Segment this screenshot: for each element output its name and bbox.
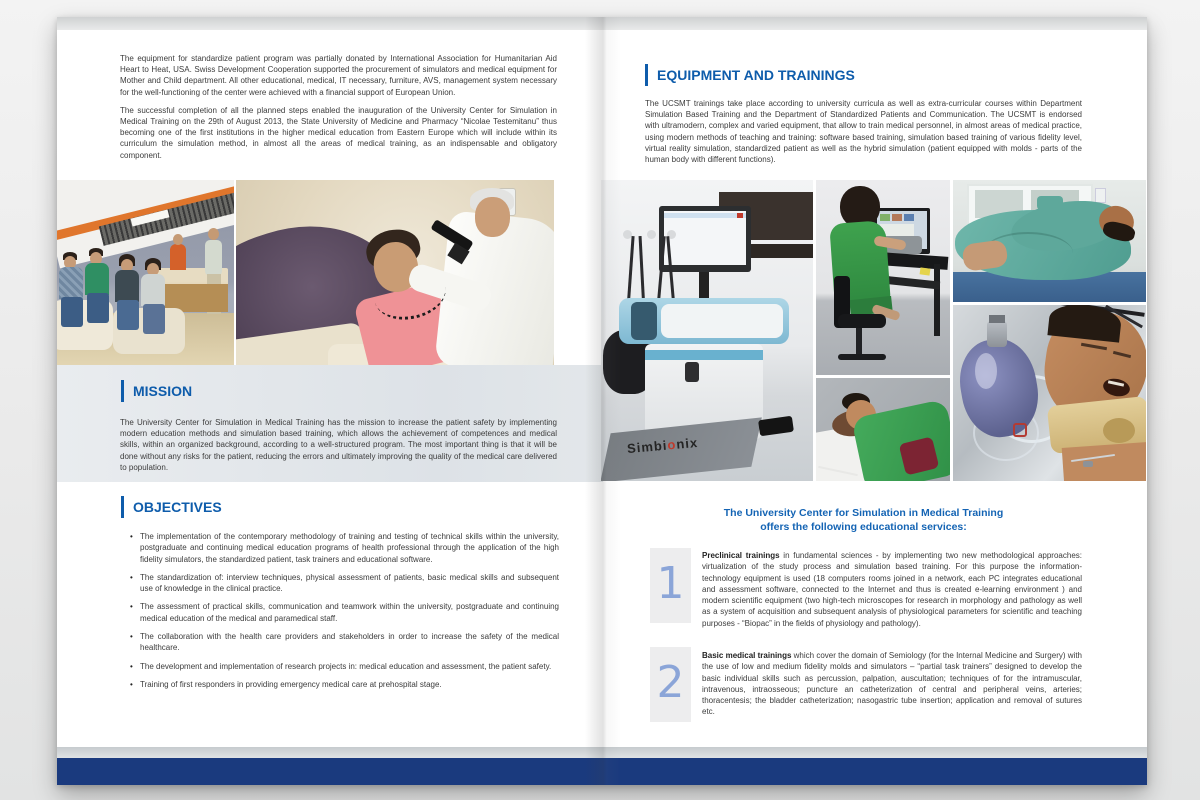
standing-person-head xyxy=(208,228,219,240)
seated-person xyxy=(141,274,165,306)
screen-header xyxy=(664,213,746,218)
simulator-panel xyxy=(661,304,783,338)
right-page-photo-collage xyxy=(601,180,1146,481)
equipment-body xyxy=(645,98,1082,172)
intro-paragraphs xyxy=(120,53,557,168)
red-valve-detail xyxy=(1013,423,1027,437)
brochure-spread xyxy=(57,17,1147,785)
mission-heading: MISSION xyxy=(121,380,192,402)
wall-shelf xyxy=(751,244,813,258)
equipment-heading: EQUIPMENT AND TRAININGS xyxy=(645,64,855,86)
doctor-head xyxy=(475,197,510,237)
objective-item: • Training of first responders in providing emergency medical care at prehospital stage. xyxy=(129,679,559,690)
chair-pole xyxy=(856,328,862,356)
brand-text-pre: Simbi xyxy=(626,437,669,457)
service-item-2 xyxy=(702,650,1082,718)
seated-person-legs xyxy=(87,293,109,323)
endoscope-head xyxy=(647,230,656,239)
service-1-body: in fundamental sciences - by implementing two new methodological approaches: virtualization of the study process and simulation based training. For this purpose the information-technology equipment is used (18 computers rooms joined in a network, each PC integrates educational and assessment software, connected to the Internet and thus is created e-learning environment ) and modern scientific equipment (two high-tech microscopes for research in morphology and pathology as well as a system of acquisition and subsequent analysis of physiological parameters for scientific and teaching purposes - “Biopac” in the fields of physiology and pathology). xyxy=(702,551,1082,628)
standing-person xyxy=(205,240,222,276)
screen-thumbnail xyxy=(904,214,914,221)
objectives-list xyxy=(129,531,559,697)
screen-logo xyxy=(737,213,743,218)
objectives-heading: OBJECTIVES xyxy=(121,496,222,518)
seated-person xyxy=(115,270,139,302)
intro-paragraph-1: The equipment for standardize patient program was partially donated by International Association for Humanitarian Aid Heart to Heat, USA. Swiss Development Cooperation supported the procurement of simulators and medical equipment for Mother and Child department. All other educational, medical, IT necessary, furniture, AVS, management system necessary for the well-functioning of the center were achieved with a financial support of European Union. xyxy=(120,54,557,97)
intro-paragraph-2: The successful completion of all the planned steps enabled the inauguration of the University Center for Simulation in Medical Training on the 29th of August 2013, the State University of Medicine and Pharmacy “Nicolae Testemitanu” thus becoming one of the first institutions in the higher medical education from Eastern Europe which will include within its curriculum the simulation method, in almost all the areas of medical training, as an indispensable and obligatory component. xyxy=(120,105,557,160)
objective-item: • The standardization of: interview techniques, physical assessment of patients, basic medical skills and subsequent use of knowledge in the clinical practice. xyxy=(129,572,559,595)
screen-thumbnail xyxy=(880,214,890,221)
footer-navy-bar xyxy=(57,758,1147,785)
footer-gray-strip xyxy=(57,747,1147,758)
service-2-lead: Basic medical trainings xyxy=(702,651,792,660)
service-2-body: which cover the domain of Semiology (for the Internal Medicine and Surgery) with the use of low and medium fidelity molds and simulators – “partial task trainers” designed to develop the basic individual skills such as percussion, palpation, auscultation; techniques of for the intramuscular, intravenous, intraosseous; puncture an catheterization of central and peripheral veins, arteries; thoracentesis; the bladder catheterization; nasogastric tube insertion; application and removal of sutures etc. xyxy=(702,651,1082,717)
photo-trainee-workstation xyxy=(816,180,950,375)
seated-person xyxy=(85,263,109,295)
cart-blue-stripe xyxy=(645,350,763,360)
seated-person xyxy=(59,267,83,299)
brand-red-o: o xyxy=(666,436,677,453)
services-heading xyxy=(645,506,1082,534)
photo-eye-examination xyxy=(236,180,554,365)
sticky-note xyxy=(920,267,931,275)
cart-socket xyxy=(685,362,699,382)
monitor-screen xyxy=(664,211,746,265)
mission-body xyxy=(120,417,557,480)
receptionist-head xyxy=(173,234,183,245)
bottle xyxy=(1095,188,1106,203)
seated-person-legs xyxy=(117,300,139,330)
objective-item: • The implementation of the contemporary methodology of training and testing of technical skills within the university, postgraduate and continuing medical education programs of health professional through the application of the high fidelity simulators, the standardized patient, task trainers and educational software. xyxy=(129,531,559,565)
valve-cap xyxy=(989,315,1005,323)
photo-mannequin-surgical-drape xyxy=(953,180,1146,302)
objective-item: • The development and implementation of research projects in: medical education and assessment, the patient safety. xyxy=(129,661,559,672)
bag-valve xyxy=(987,321,1007,347)
receptionist xyxy=(170,244,186,270)
left-page-photos xyxy=(57,180,554,365)
mission-paragraph: The University Center for Simulation in Medical Training has the mission to increase the patient safety by implementing modern education methods and simulation based training, which allows the achievement of competences and medical skills, within an organized background, according to a well-structured program. The most important thing is that it will be done without any risks for the patient, reducing the errors and ultimately improving the quality of the medical care delivered to population. xyxy=(120,418,557,472)
services-heading-line2: offers the following educational services: xyxy=(760,521,967,533)
chair-base xyxy=(838,354,886,360)
page-top-shading xyxy=(57,17,1147,30)
brand-text-post: nix xyxy=(675,434,699,452)
ecg-electrode xyxy=(1083,461,1093,467)
service-1-lead: Preclinical trainings xyxy=(702,551,780,560)
simulator-dark-module xyxy=(631,302,657,340)
photo-waiting-room xyxy=(57,180,234,365)
seated-person-legs xyxy=(61,297,83,327)
photo-mannequin-green-gown xyxy=(816,378,950,481)
equipment-paragraph: The UCSMT trainings take place according to university curricula as well as extra-curricular courses within Department Simulation Based Training and the Department of Standardized Patients and Communication. The UCSMT is endorsed with ultramodern, complex and varied equipment, that allow to train medical personnel, in almost areas of medical practice, using modern methods of teaching and training: software based training, simulation based training of various fidelity level, virtual reality simulation, standardized patient as well as the hybrid simulation (patient equipped with molds - parts of the human body with different functions). xyxy=(645,99,1082,165)
desk-leg xyxy=(934,264,940,336)
service-number-1: 1 xyxy=(650,548,691,623)
seated-person-legs xyxy=(143,304,165,334)
collar-opening xyxy=(1103,418,1135,443)
bag-highlight xyxy=(975,353,997,389)
service-item-1 xyxy=(702,550,1082,629)
photo-airway-mannequin xyxy=(953,305,1146,481)
services-heading-line1: The University Center for Simulation in Medical Training xyxy=(723,507,1004,519)
objective-item: • The collaboration with the health care providers and stakeholders in order to increase the safety of the medical healthcare. xyxy=(129,631,559,654)
photo-simbionix-simulator xyxy=(601,180,813,481)
screen-thumbnail xyxy=(892,214,902,221)
service-number-2: 2 xyxy=(650,647,691,722)
objective-item: • The assessment of practical skills, communication and teamwork within the university, postgraduate and continuing medical education of the medical and paramedical staff. xyxy=(129,601,559,624)
chair-seat xyxy=(838,314,886,328)
